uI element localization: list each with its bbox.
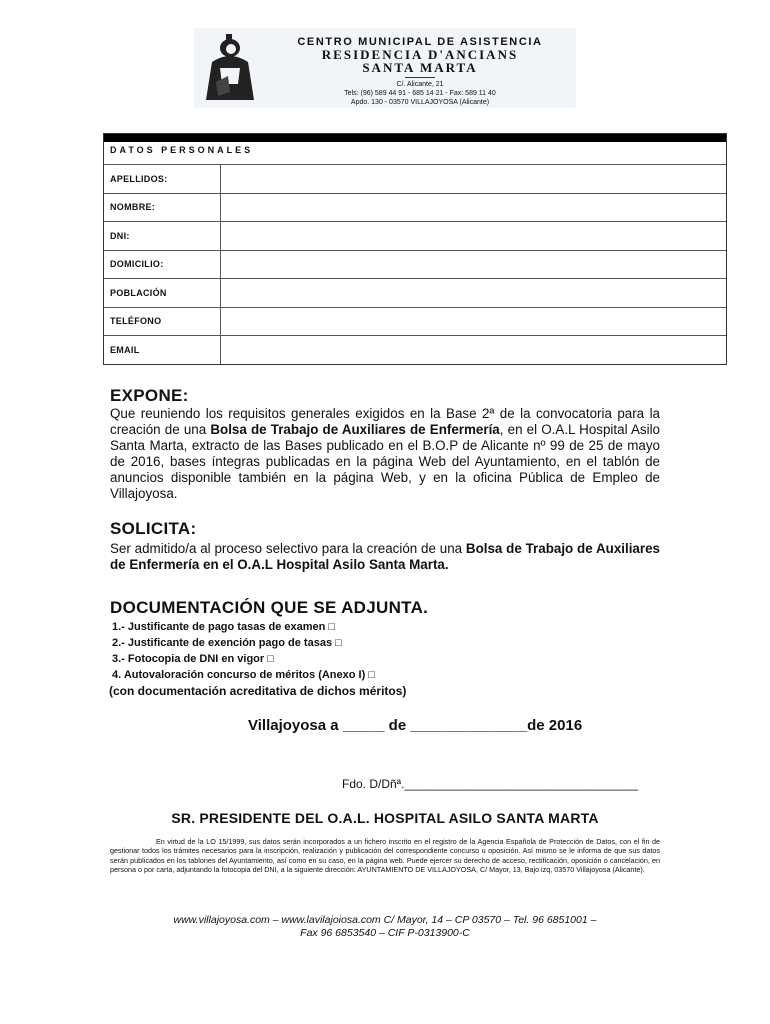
field-row-dni [104, 221, 726, 250]
legal-notice: En virtud de la LO 15/1999, sus datos serán incorporados a un fichero inscrito en el registro de la Agencia Española de Protección de Datos, con el fin de gestionar todos los trámites necesarios para la inscripción, realización y publicación del correspondiente concurso u oposición. Así mismo se le informa de que sus datos serán publicados en los tablones del Ayuntamiento, así como en su caso, en la página web. Puede ejercer su derecho de acceso, rectificación, oposición o cancelación, en persona o por carta, adjuntando la fotocopia del DNI, a la siguiente dirección: AYUNTAMIENTO DE VILLAJOYOSA, C/ Mayor, 13, Bajo izq, 03570 Villajoyosa (Alicante). [110, 837, 660, 875]
letterhead-phones: Tels: (96) 589 44 91 - 685 14 21 - Fax: 589 11 40 [344, 90, 496, 97]
solicita-paragraph [110, 541, 660, 573]
expone-bold: Bolsa de Trabajo de Auxiliares de Enfermería [210, 422, 500, 437]
date-line[interactable]: Villajoyosa a _____ de ______________de 2016 [248, 717, 583, 734]
solicita-bold: Bolsa de Trabajo de Auxiliares de Enfermería en el O.A.L Hospital Asilo Santa Marta. [110, 541, 660, 572]
doc-extra-note: (con documentación acreditativa de dichos méritos) [109, 684, 407, 698]
field-label: DOMICILIO: [104, 251, 221, 279]
telefono-field[interactable] [221, 308, 726, 336]
expone-heading: EXPONE: [110, 386, 189, 405]
domicilio-field[interactable] [221, 251, 726, 279]
doc-item-3[interactable]: 3.- Fotocopia de DNI en vigor □ [112, 653, 274, 665]
expone-text-2: , en el O.A.L Hospital Asilo Santa Marta, extracto de las Bases publicado en el B.O.P de Alicante nº 99 de 25 de mayo de 2016, bases íntegras publicadas en la página Web del Ayuntamiento, en el tablón de anuncios disponible también en la página Web, y en la oficina Pública de Empleo de Villajoyosa. [110, 422, 660, 501]
field-label: TELÉFONO [104, 308, 221, 336]
doc-item-1[interactable]: 1.- Justificante de pago tasas de examen □ [112, 621, 336, 633]
solicita-text: Ser admitido/a al proceso selectivo para la creación de una [110, 541, 466, 556]
field-label: DNI: [104, 222, 221, 250]
personal-data-table [103, 133, 727, 365]
expone-text-1: Que reuniendo los requisitos generales exigidos en la Base 2ª de la convocatoria para la creación de una [110, 406, 660, 437]
documentacion-heading: DOCUMENTACIÓN QUE SE ADJUNTA. [110, 598, 429, 617]
letterhead-address: C/. Alicante, 21 [396, 81, 444, 88]
field-label: APELLIDOS: [104, 165, 221, 193]
letterhead-rule [405, 77, 435, 78]
expone-paragraph [110, 406, 660, 502]
footer-line-1: www.villajoyosa.com – www.lavilajoiosa.com C/ Mayor, 14 – CP 03570 – Tel. 96 6851001 – [173, 914, 597, 926]
field-label: NOMBRE: [104, 194, 221, 222]
letterhead-postal: Apdo. 130 - 03570 VILLAJOYOSA (Alicante) [350, 99, 490, 106]
doc-item-4[interactable]: 4. Autovaloración concurso de méritos (Anexo I) □ [112, 669, 375, 681]
field-row-telefono [104, 307, 726, 336]
nombre-field[interactable] [221, 194, 726, 222]
field-row-poblacion [104, 278, 726, 307]
documentacion-list [109, 619, 407, 699]
letterhead [194, 28, 576, 108]
signature-line[interactable]: Fdo. D/Dñª.___________________________________ [342, 777, 639, 791]
field-label: EMAIL [104, 336, 221, 364]
letterhead-line-3: SANTA MARTA [362, 60, 478, 75]
doc-item-2[interactable]: 2.- Justificante de exención pago de tasas □ [112, 637, 342, 649]
field-row-domicilio [104, 250, 726, 279]
personal-data-bar [104, 134, 726, 142]
field-label: POBLACIÓN [104, 279, 221, 307]
field-row-nombre [104, 193, 726, 222]
email-field[interactable] [221, 336, 726, 364]
nun-figure-icon [198, 32, 262, 104]
field-row-email [104, 335, 726, 364]
letterhead-line-1: CENTRO MUNICIPAL DE ASISTENCIA [297, 36, 543, 48]
footer-line-2: Fax 96 6853540 – CIF P-0313900-C [300, 927, 470, 939]
solicita-heading: SOLICITA: [110, 519, 197, 538]
personal-data-title: DATOS PERSONALES [110, 145, 254, 155]
field-row-apellidos [104, 164, 726, 193]
footer [130, 914, 640, 940]
letterhead-line-2: RESIDENCIA D'ANCIANS [321, 47, 519, 62]
dni-field[interactable] [221, 222, 726, 250]
poblacion-field[interactable] [221, 279, 726, 307]
president-addressee: SR. PRESIDENTE DEL O.A.L. HOSPITAL ASILO SANTA MARTA [171, 810, 599, 826]
apellidos-field[interactable] [221, 165, 726, 193]
